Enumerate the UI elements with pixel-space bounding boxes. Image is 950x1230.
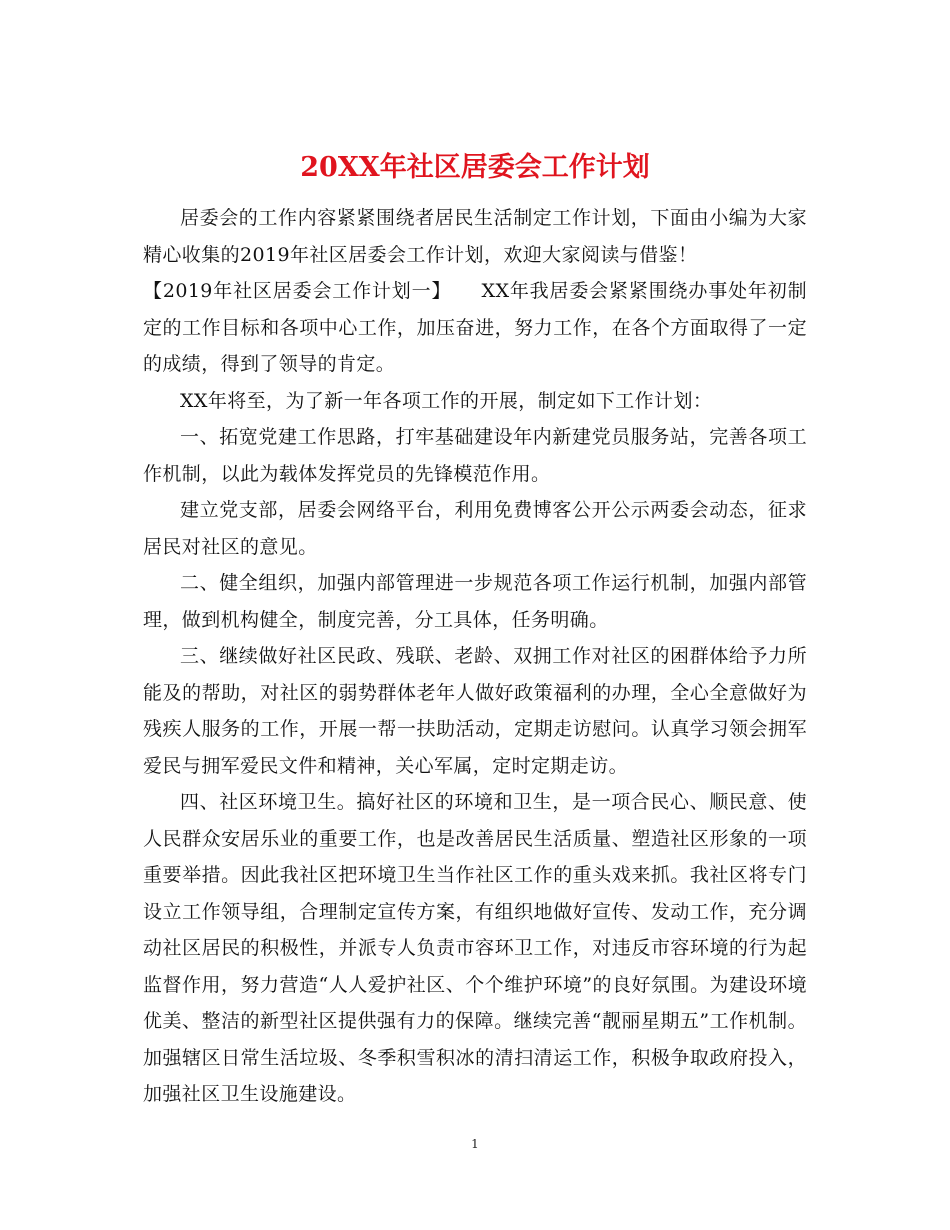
paragraph: 四、社区环境卫生。搞好社区的环境和卫生，是一项合民心、顺民意、使人民群众安居乐业的重要工作，也是改善居民生活质量、塑造社区形象的一项重要举措。因此我社区把环境卫生当作社区工作的重头戏来抓。我社区将专门设立工作领导组，合理制定宣传方案，有组织地做好宣传、发动工作，充分调动社区居民的积极性，并派专人负责市容环卫工作，对违反市容环境的行为起监督作用，努力营造“人人爱护社区、个个维护环境”的良好氛围。为建设环境优美、整洁的新型社区提供强有力的保障。继续完善“靓丽星期五”工作机制。加强辖区日常生活垃圾、冬季积雪积冰的清扫清运工作，积极争取政府投入，加强社区卫生设施建设。 [143, 791, 807, 1105]
paragraph: 【2019年社区居委会工作计划一】 XX年我居委会紧紧围绕办事处年初制定的工作目标和各项中心工作，加压奋进，努力工作，在各个方面取得了一定的成绩，得到了领导的肯定。 [143, 280, 807, 375]
paragraph: 三、继续做好社区民政、残联、老龄、双拥工作对社区的困群体给予力所能及的帮助，对社区的弱势群体老年人做好政策福利的办理，全心全意做好为残疾人服务的工作，开展一帮一扶助活动，定期走访慰问。认真学习领会拥军爱民与拥军爱民文件和精神，关心军属，定时定期走访。 [143, 645, 807, 777]
paragraph: 一、拓宽党建工作思路，打牢基础建设年内新建党员服务站，完善各项工作机制，以此为载体发挥党员的先锋模范作用。 [143, 426, 807, 485]
paragraph: 建立党支部，居委会网络平台，利用免费博客公开公示两委会动态，征求居民对社区的意见。 [143, 499, 807, 558]
paragraph: XX年将至，为了新一年各项工作的开展，制定如下工作计划： [180, 389, 713, 412]
paragraph: 居委会的工作内容紧紧围绕者居民生活制定工作计划，下面由小编为大家精心收集的2019年社区居委会工作计划，欢迎大家阅读与借鉴！ [143, 207, 807, 266]
page-number: 1 [471, 1137, 479, 1151]
document-body [143, 200, 807, 1113]
paragraph: 二、健全组织，加强内部管理进一步规范各项工作运行机制，加强内部管理，做到机构健全，制度完善，分工具体，任务明确。 [143, 572, 807, 631]
document-title: 20XX年社区居委会工作计划 [300, 152, 650, 184]
